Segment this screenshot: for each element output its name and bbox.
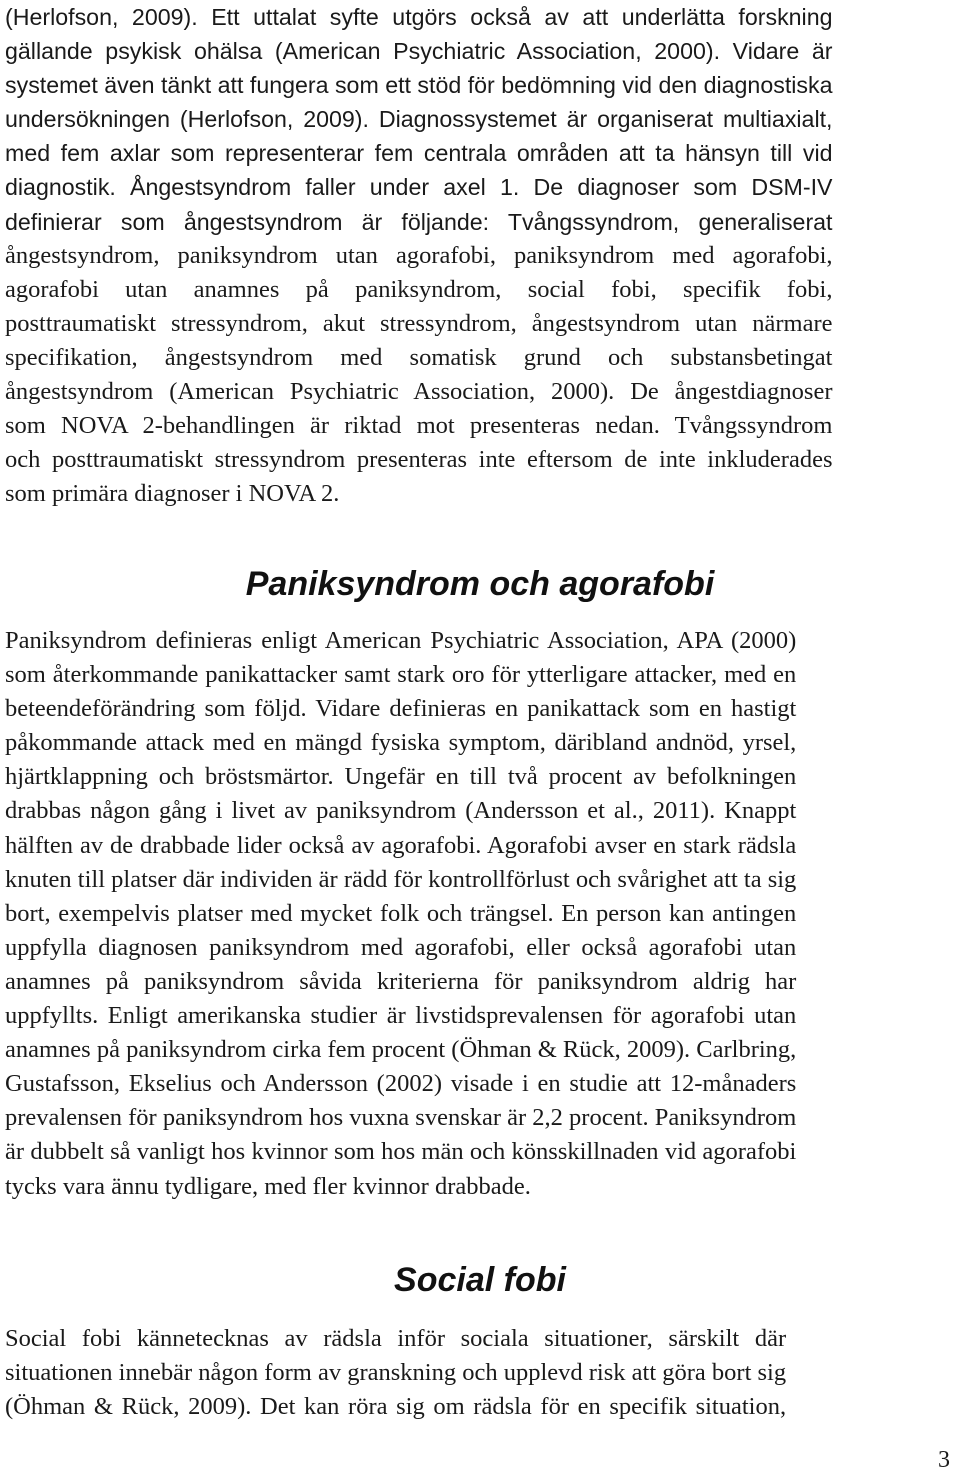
text-line: (Herlofson, 2009). Ett uttalat syfte utgörs också av att underlätta forskning (5, 4, 833, 30)
text-line: påkommande attack med en mängd fysiska symptom, däribland andnöd, yrsel, (5, 729, 797, 757)
intro-paragraph (5, 0, 833, 511)
text-line: är dubbelt så vanligt hos kvinnor som hos män och könsskillnaden vid agorafobi (5, 1138, 797, 1166)
text-line: som primära diagnoser i NOVA 2. (5, 480, 340, 508)
text-line: beteendeförändring som följd. Vidare definieras en panikattack som en hastigt (5, 695, 797, 723)
text-line: specifikation, ångestsyndrom med somatisk grund och substansbetingat (5, 343, 833, 371)
text-line: diagnostik. Ångestsyndrom faller under axel 1. De diagnoser som DSM-IV (5, 174, 833, 201)
section-heading-paniksyndrom: Paniksyndrom och agorafobi (245, 565, 715, 603)
text-line: (Öhman & Rück, 2009). Det kan röra sig om rädsla för en specifik situation, (5, 1393, 787, 1421)
text-line: posttraumatiskt stressyndrom, akut stressyndrom, ångestsyndrom utan närmare (5, 309, 833, 337)
text-line: uppfylla diagnosen paniksyndrom med agorafobi, eller också agorafobi utan (5, 933, 797, 961)
text-line: prevalensen för paniksyndrom hos vuxna svenskar är 2,2 procent. Paniksyndrom (5, 1104, 797, 1132)
section-heading-social-fobi: Social fobi (394, 1261, 566, 1299)
text-line: hjärtklappning och bröstsmärtor. Ungefär en till två procent av befolkningen (5, 763, 797, 791)
text-line: gällande psykisk ohälsa (American Psychiatric Association, 2000). Vidare är (5, 38, 833, 65)
intro-sans-block (5, 0, 833, 239)
page-number: 3 (938, 1447, 950, 1473)
intro-serif-block (5, 239, 833, 512)
text-line: undersökningen (Herlofson, 2009). Diagnossystemet är organiserat multiaxialt, (5, 106, 833, 133)
text-line: uppfyllts. Enligt amerikanska studier är livstidsprevalensen för agorafobi utan (5, 1002, 797, 1030)
text-line: bort, exempelvis platser med mycket folk och trängsel. En person kan antingen (5, 899, 797, 927)
text-line: definierar som ångestsyndrom är följande: Tvångssyndrom, generaliserat (5, 208, 833, 235)
text-line: som återkommande panikattacker samt stark oro för ytterligare attacker, med en (5, 661, 797, 689)
text-line: med fem axlar som representerar fem centrala områden att ta hänsyn till vid (5, 140, 833, 167)
text-line: och posttraumatiskt stressyndrom presenteras inte eftersom de inte inkluderades (5, 446, 833, 474)
text-line: drabbas någon gång i livet av paniksyndrom (Andersson et al., 2011). Knappt (5, 797, 797, 825)
text-line: situationen innebär någon form av granskning och upplevd risk att göra bort sig (5, 1359, 787, 1387)
text-line: Social fobi kännetecknas av rädsla inför sociala situationer, särskilt där (5, 1325, 787, 1352)
text-line: som NOVA 2-behandlingen är riktad mot presenteras nedan. Tvångssyndrom (5, 412, 833, 440)
text-line: anamnes på paniksyndrom cirka fem procent (Öhman & Rück, 2009). Carlbring, (5, 1036, 797, 1064)
text-line: knuten till platser där individen är rädd för kontrollförlust och svårighet att ta sig (5, 865, 797, 893)
text-line: hälften av de drabbade lider också av agorafobi. Agorafobi avser en stark rädsla (5, 831, 797, 859)
section-paniksyndrom-body (5, 624, 796, 1204)
text-line: tycks vara ännu tydligare, med fler kvinnor drabbade. (5, 1172, 531, 1200)
text-line: anamnes på paniksyndrom såvida kriterierna för paniksyndrom aldrig har (5, 967, 797, 995)
text-line: Paniksyndrom definieras enligt American Psychiatric Association, APA (2000) (5, 627, 797, 654)
text-line: systemet även tänkt att fungera som ett stöd för bedömning vid den diagnostiska (5, 72, 833, 99)
text-line: ångestsyndrom, paniksyndrom utan agorafobi, paniksyndrom med agorafobi, (5, 241, 833, 269)
text-line: ångestsyndrom (American Psychiatric Association, 2000). De ångestdiagnoser (5, 378, 833, 406)
section-social-fobi-body (5, 1322, 786, 1424)
text-line: Gustafsson, Ekselius och Andersson (2002) visade i en studie att 12-månaders (5, 1070, 797, 1098)
text-line: agorafobi utan anamnes på paniksyndrom, social fobi, specifik fobi, (5, 275, 833, 303)
